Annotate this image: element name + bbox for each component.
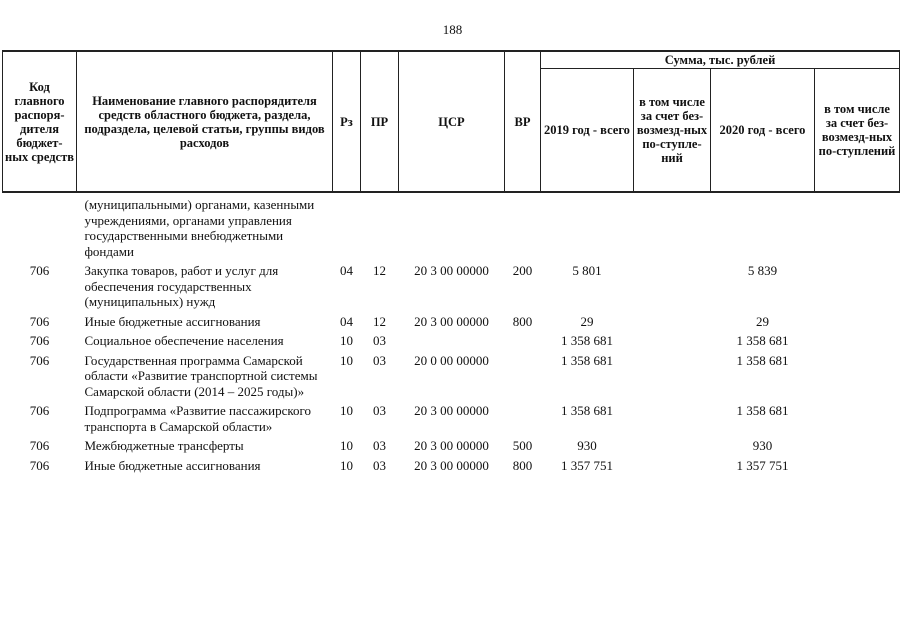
row-vr xyxy=(505,197,541,259)
page-number: 188 xyxy=(442,22,463,37)
table-body xyxy=(3,192,900,473)
row-2020-total: 5 839 xyxy=(747,263,778,278)
row-pr: 03 xyxy=(373,333,386,348)
table-row xyxy=(3,454,900,474)
row-code: 706 xyxy=(29,457,50,473)
header-code: Код главного распоря-дителя бюджет-ных средств xyxy=(3,51,77,192)
header-rz: Рз xyxy=(333,51,361,192)
row-pr xyxy=(361,197,399,259)
header-2019-total: 2019 год - всего xyxy=(541,69,634,193)
row-code: 706 xyxy=(29,263,50,278)
table-row xyxy=(3,434,900,454)
row-pr: 03 xyxy=(373,352,386,368)
row-2019-total xyxy=(541,197,634,259)
row-csr: 20 3 00 00000 xyxy=(414,457,489,473)
row-2020-gratuitous xyxy=(815,259,900,310)
table-row xyxy=(3,310,900,330)
row-rz: 10 xyxy=(340,438,353,453)
row-rz: 04 xyxy=(340,313,353,329)
budget-table xyxy=(2,50,900,473)
row-name: Государственная программа Самарской области «Развитие транспортной системы Самарской области (2014 – 2025 годы)» xyxy=(84,352,318,399)
row-vr: 800 xyxy=(512,457,533,473)
row-2020-gratuitous xyxy=(815,454,900,474)
table-row xyxy=(3,349,900,400)
row-pr: 03 xyxy=(373,438,386,453)
header-vr: ВР xyxy=(505,51,541,192)
row-2020-gratuitous xyxy=(815,197,900,259)
row-2019-gratuitous xyxy=(634,329,711,349)
row-name: Закупка товаров, работ и услуг для обеспечения государственных (муниципальных) нужд xyxy=(84,263,279,309)
row-csr: 20 3 00 00000 xyxy=(414,263,489,278)
row-2020-total: 1 358 681 xyxy=(736,403,789,418)
row-csr xyxy=(399,329,505,349)
row-csr: 20 3 00 00000 xyxy=(414,438,489,453)
row-2020-total: 1 358 681 xyxy=(736,333,789,348)
header-2020-total: 2020 год - всего xyxy=(711,69,815,193)
row-2019-gratuitous xyxy=(634,310,711,330)
row-code: 706 xyxy=(29,403,50,418)
row-2019-gratuitous xyxy=(634,434,711,454)
row-2019-gratuitous xyxy=(634,259,711,310)
table-header xyxy=(3,51,900,192)
row-2020-gratuitous xyxy=(815,399,900,434)
header-name: Наименование главного распорядителя средств областного бюджета, раздела, подраздела, целевой статьи, группы видов расходов xyxy=(77,51,333,192)
row-code: 706 xyxy=(29,352,50,368)
row-2019-gratuitous xyxy=(634,454,711,474)
row-2020-gratuitous xyxy=(815,310,900,330)
row-csr: 20 3 00 00000 xyxy=(414,313,489,329)
row-2020-total: 29 xyxy=(756,313,769,329)
row-2020-total: 930 xyxy=(752,438,773,453)
row-vr: 800 xyxy=(512,313,533,329)
table-row xyxy=(3,329,900,349)
row-2019-total: 1 358 681 xyxy=(561,403,613,418)
row-rz xyxy=(333,197,361,259)
row-2019-total: 5 801 xyxy=(572,263,602,278)
row-2019-gratuitous xyxy=(634,197,711,259)
row-name: Социальное обеспечение населения xyxy=(84,333,284,348)
header-2019-gratuitous: в том числе за счет без-возмезд-ных по-ступле-ний xyxy=(634,69,711,193)
row-2020-total: 1 358 681 xyxy=(736,352,789,368)
row-2019-total: 930 xyxy=(577,438,597,453)
row-pr: 12 xyxy=(373,263,386,278)
row-name: Межбюджетные трансферты xyxy=(84,438,244,453)
row-vr xyxy=(505,399,541,434)
row-vr: 500 xyxy=(512,438,533,453)
header-csr: ЦСР xyxy=(399,51,505,192)
table-row xyxy=(3,399,900,434)
row-code: 706 xyxy=(29,333,50,348)
row-vr: 200 xyxy=(512,263,533,278)
row-2020-total: 1 357 751 xyxy=(736,457,789,473)
row-csr: 20 3 00 00000 xyxy=(414,403,489,418)
header-sum-group: Сумма, тыс. рублей xyxy=(541,51,900,69)
header-pr: ПР xyxy=(361,51,399,192)
row-vr xyxy=(505,329,541,349)
row-pr: 03 xyxy=(373,403,386,418)
row-rz: 10 xyxy=(340,352,353,368)
row-name: (муниципальными) органами, казенными учреждениями, органами управления государственными внебюджетными фондами xyxy=(84,197,315,259)
row-rz: 10 xyxy=(340,333,353,348)
row-rz: 10 xyxy=(340,403,353,418)
row-2019-total: 29 xyxy=(580,313,594,329)
row-csr: 20 0 00 00000 xyxy=(414,352,489,368)
row-name: Подпрограмма «Развитие пассажирского транспорта в Самарской области» xyxy=(84,403,312,434)
row-2019-total: 1 358 681 xyxy=(561,352,613,368)
row-2020-gratuitous xyxy=(815,329,900,349)
table-row xyxy=(3,197,900,259)
row-csr xyxy=(399,197,505,259)
row-name: Иные бюджетные ассигнования xyxy=(84,313,261,329)
row-vr xyxy=(505,349,541,400)
table-row xyxy=(3,259,900,310)
row-rz: 04 xyxy=(340,263,353,278)
row-pr: 12 xyxy=(373,313,386,329)
row-name: Иные бюджетные ассигнования xyxy=(84,457,261,473)
row-pr: 03 xyxy=(373,457,386,473)
row-2019-gratuitous xyxy=(634,399,711,434)
row-code: 706 xyxy=(29,438,50,453)
row-code xyxy=(3,197,77,259)
row-code: 706 xyxy=(29,313,50,329)
row-2020-gratuitous xyxy=(815,349,900,400)
header-2020-gratuitous: в том числе за счет без-возмезд-ных по-ступлений xyxy=(815,69,900,193)
row-2019-total: 1 357 751 xyxy=(561,457,613,473)
row-2020-gratuitous xyxy=(815,434,900,454)
row-2020-total xyxy=(711,197,815,259)
row-2019-total: 1 358 681 xyxy=(561,333,613,348)
row-2019-gratuitous xyxy=(634,349,711,400)
row-rz: 10 xyxy=(340,457,353,473)
